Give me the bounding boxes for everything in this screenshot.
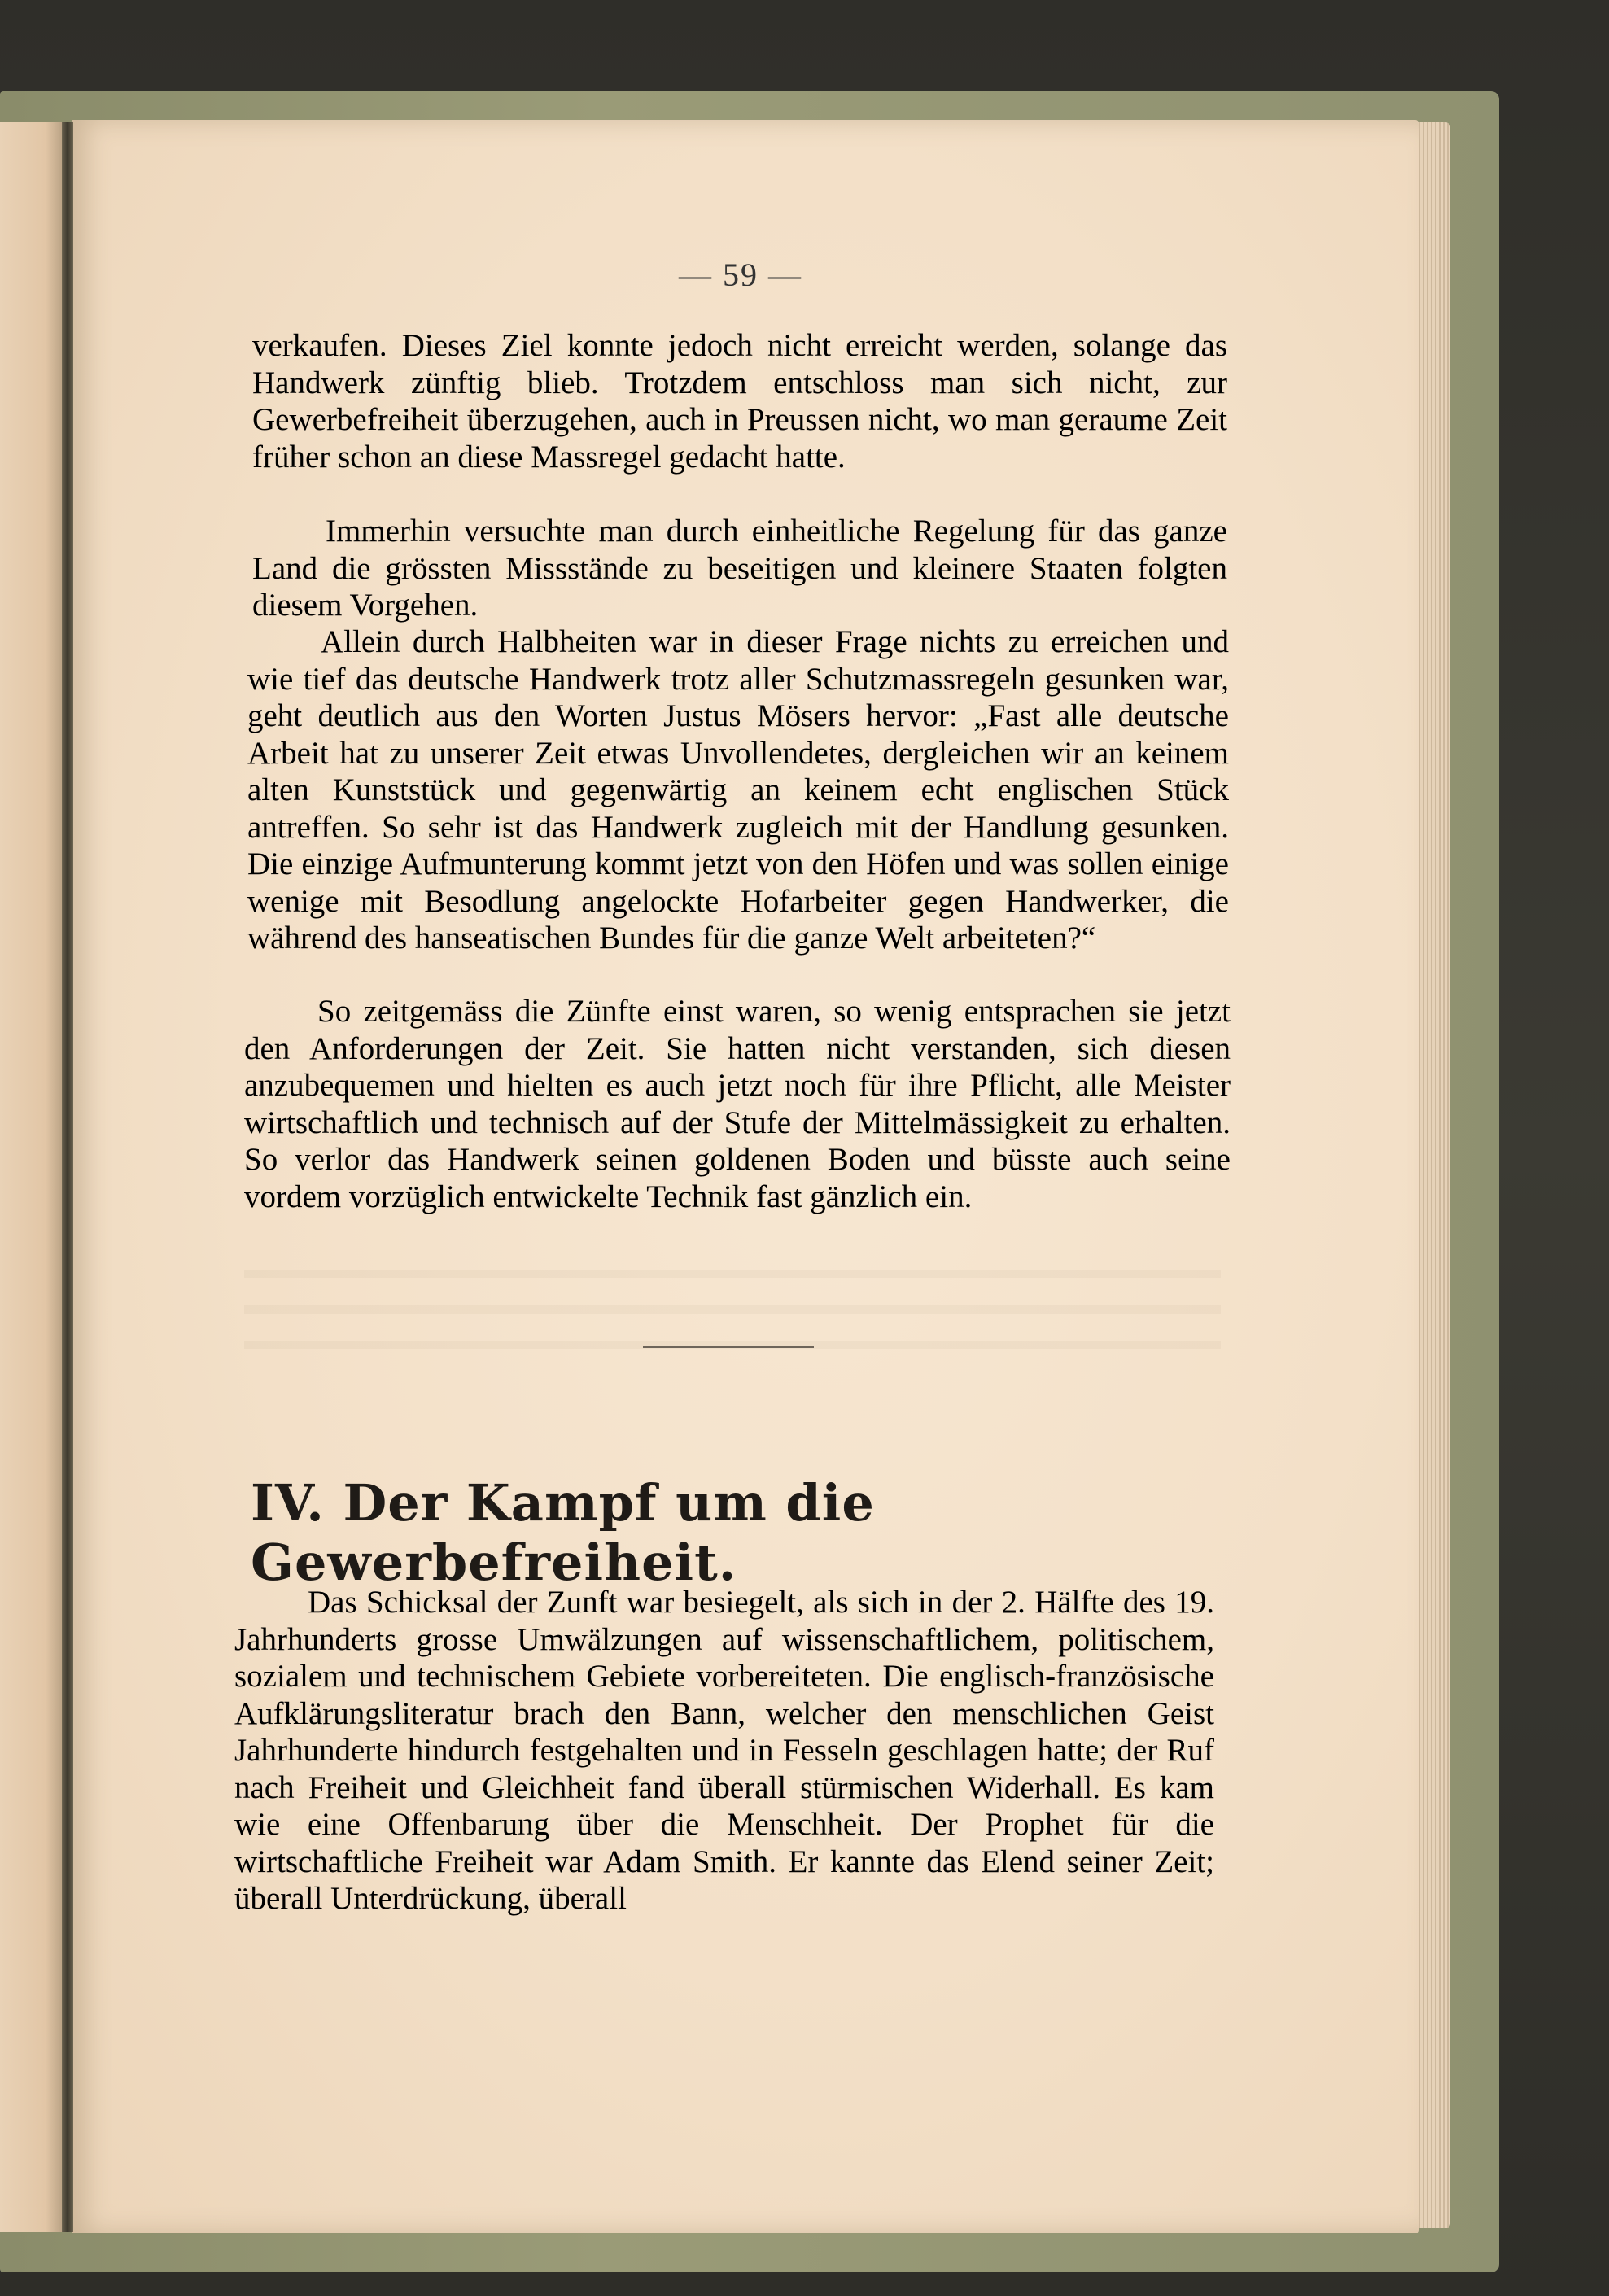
chapter-paragraph: Das Schicksal der Zunft war besiegelt, als sich in der 2. Hälfte des 19. Jahrhunderts grosse Umwälzungen auf wissenschaftlichem, politischem, sozialem und technischem Gebiete vorbereiteten. Die englisch-französische Aufklärungsliteratur brach den Bann, welcher den menschlichen Geist Jahrhunderte hindurch festgehalten und in Fesseln geschlagen hatte; der Ruf nach Freiheit und Gleichheit fand überall stürmischen Widerhall. Es kam wie eine Offenbarung über die Menschheit. Der Prophet für die wirtschaftliche Freiheit war Adam Smith. Er kannte das Elend seiner Zeit; überall Unterdrückung, überall (234, 1585, 1214, 1916)
page-number: — 59 — (679, 256, 802, 293)
paragraph-2: Immerhin versuchte man durch einheitliche Regelung für das ganze Land die grössten Missstände zu beseitigen und kleinere Staaten folgten diesem Vorgehen. (252, 514, 1227, 623)
paragraph-1: verkaufen. Dieses Ziel konnte jedoch nicht erreicht werden, solange das Handwerk zünftig blieb. Trotzdem entschloss man sich nicht, zur Gewerbefreiheit überzugehen, auch in Preussen nicht, wo man geraume Zeit früher schon an diese Massregel gedacht hatte. (252, 328, 1227, 475)
paragraph-4: So zeitgemäss die Zünfte einst waren, so wenig entsprachen sie jetzt den Anforderungen der Zeit. Sie hatten nicht verstanden, sich diesen anzubequemen und hielten es auch jetzt noch für ihre Pflicht, alle Meister wirtschaftlich und technisch auf der Stufe der Mittelmässigkeit zu erhalten. So verlor das Handwerk seinen goldenen Boden und büsste auch seine vordem vorzüglich entwickelte Technik fast gänzlich ein. (244, 994, 1231, 1214)
show-through-text (244, 1270, 1221, 1367)
book-gutter (62, 122, 73, 2232)
chapter-heading: IV. Der Kampf um die Gewerbefreiheit. (251, 1473, 875, 1592)
left-facing-page (0, 122, 65, 2232)
section-divider (643, 1346, 814, 1348)
paragraph-3: Allein durch Halbheiten war in dieser Frage nichts zu erreichen und wie tief das deutsche Handwerk trotz aller Schutzmassregeln gesunken war, geht deutlich aus den Worten Justus Mösers hervor: „Fast alle deutsche Arbeit hat zu unserer Zeit etwas Unvollendetes, dergleichen wir an keinem alten Kunststück und gegenwärtig an keinem echt englischen Stück antreffen. So sehr ist das Handwerk zugleich mit der Handlung gesunken. Die einzige Aufmunterung kommt jetzt von den Höfen und was sollen einige wenige mit Besodlung angelockte Hofarbeiter gegen Handwerker, die während des hanseatischen Bundes für die ganze Welt arbeiteten?“ (247, 624, 1229, 956)
